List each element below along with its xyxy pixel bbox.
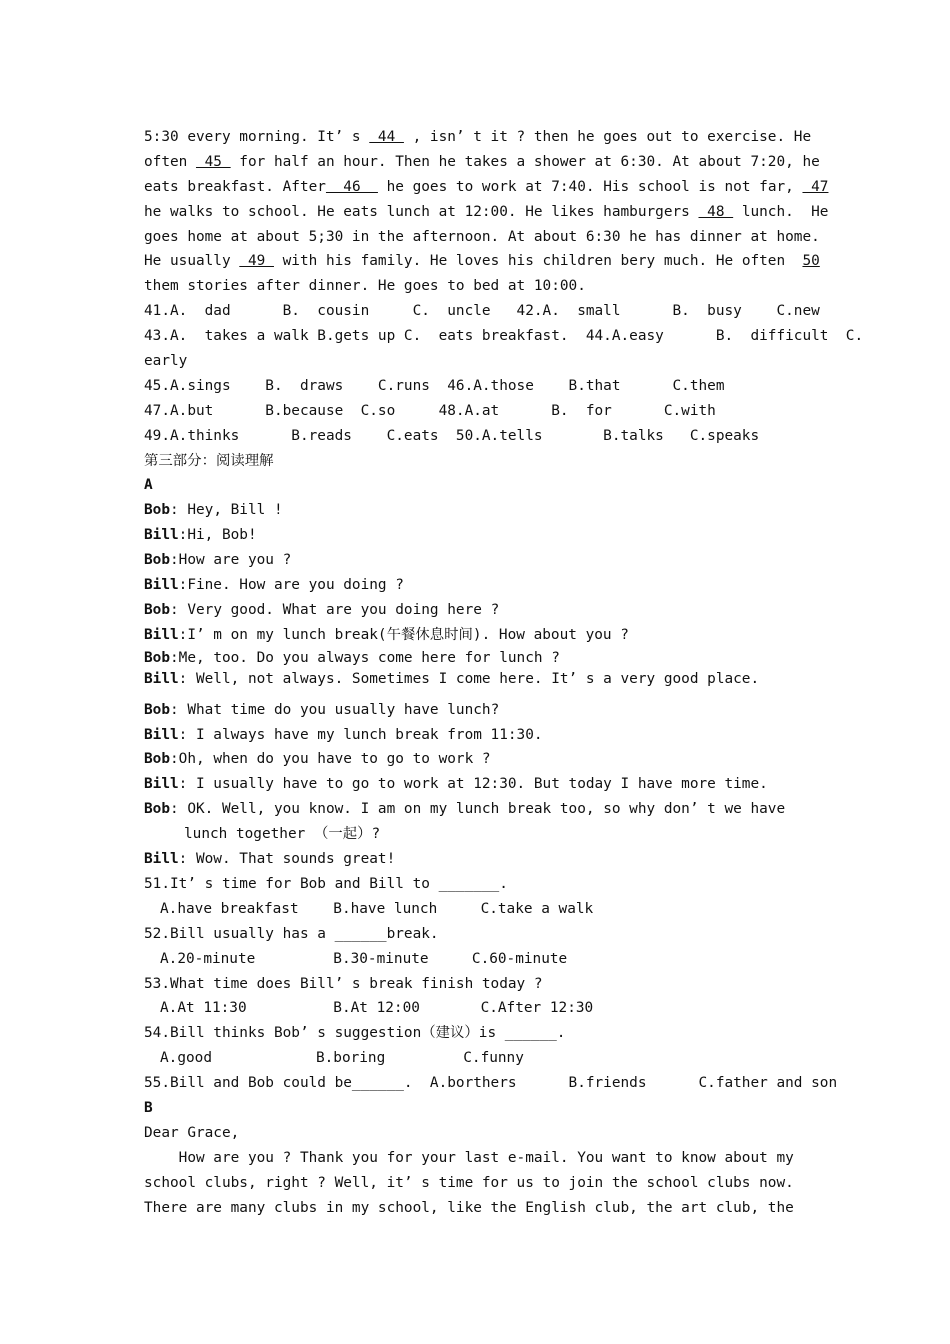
- utterance: : Well, not always. Sometimes I come here. It’ s a very good place.: [178, 670, 760, 687]
- text: lunch. He: [733, 203, 829, 220]
- text: he walks to school. He eats lunch at 12:00. He likes hamburgers: [144, 203, 699, 220]
- question-52-options: A.20-minute B.30-minute C.60-minute: [160, 950, 568, 967]
- dialog-line-continuation: lunch together （一起）?: [184, 826, 381, 843]
- speaker: Bob: [144, 701, 170, 718]
- options-49-50: 49.A.thinks B.reads C.eats 50.A.tells B.talks C.speaks: [144, 427, 760, 444]
- dialog-line: [144, 548, 808, 573]
- speaker: Bob: [144, 649, 170, 666]
- dialog-line: [144, 723, 808, 748]
- speaker: Bill: [144, 577, 179, 594]
- speaker: Bill: [144, 851, 179, 868]
- question-54-options: A.good B.boring C.funny: [160, 1050, 524, 1067]
- blank-50: 50: [802, 253, 820, 270]
- dialog-line: [144, 669, 808, 698]
- dialog-line: [144, 772, 808, 797]
- speaker: Bob: [144, 801, 170, 818]
- dialog-line: [144, 747, 808, 772]
- letter-greeting: Dear Grace,: [144, 1124, 240, 1141]
- part-b-label: B: [144, 1099, 153, 1116]
- blank-49: 49: [239, 253, 274, 270]
- blank-44: 44: [369, 129, 404, 145]
- dialog-line: [144, 847, 808, 872]
- passage-line-3: [144, 175, 829, 200]
- options-47-48: 47.A.but B.because C.so 48.A.at B. for C.with: [144, 402, 716, 419]
- dialog-line: [144, 623, 808, 648]
- speaker: Bob: [144, 502, 170, 519]
- dialog-line: [144, 598, 808, 623]
- text: eats breakfast. After: [144, 178, 326, 195]
- text: , isn’ t it ? then he goes out to exercise. He: [403, 129, 812, 145]
- question-51: 51.It’ s time for Bob and Bill to _______.: [144, 875, 508, 892]
- text: He usually: [144, 253, 240, 270]
- utterance: : Hey, Bill !: [170, 502, 283, 519]
- dialog-line: [144, 797, 808, 822]
- dialog-line: [144, 648, 808, 669]
- blank-45: 45: [195, 153, 231, 170]
- options-41-42: 41.A. dad B. cousin C. uncle 42.A. small B. busy C.new: [144, 303, 820, 320]
- letter-line-2: school clubs, right ? Well, it’ s time for us to join the school clubs now.: [144, 1174, 794, 1191]
- question-55: 55.Bill and Bob could be______. A.borthers B.friends C.father and son: [144, 1075, 838, 1092]
- options-43-44: 43.A. takes a walk B.gets up C. eats breakfast. 44.A.easy B. difficult C.: [144, 328, 864, 345]
- speaker: Bill: [144, 726, 179, 743]
- options-45-46: 45.A.sings B. draws C.runs 46.A.those B.that C.them: [144, 377, 725, 394]
- text: goes home at about 5;30 in the afternoon. At about 6:30 he has dinner at home.: [144, 228, 820, 245]
- passage-line-1: [144, 125, 812, 150]
- letter-line-1: How are you ? Thank you for your last e-mail. You want to know about my: [144, 1149, 794, 1166]
- utterance: : Very good. What are you doing here ?: [170, 601, 500, 618]
- passage-line-4: [144, 200, 829, 225]
- question-53-options: A.At 11:30 B.At 12:00 C.After 12:30: [160, 1000, 594, 1017]
- utterance: : I always have my lunch break from 11:30.: [178, 726, 543, 743]
- passage-line-7: [144, 274, 808, 299]
- part-a-label: A: [144, 477, 153, 494]
- speaker: Bill: [144, 670, 179, 687]
- blank-48: 48: [698, 203, 734, 220]
- utterance: : What time do you usually have lunch?: [170, 701, 500, 718]
- question-53: 53.What time does Bill’ s break finish today ?: [144, 975, 543, 992]
- speaker: Bob: [144, 552, 170, 569]
- question-52: 52.Bill usually has a ______break.: [144, 925, 439, 942]
- passage-line-5: [144, 225, 820, 250]
- dialog-line: [144, 498, 808, 523]
- text: he goes to work at 7:40. His school is not far,: [377, 178, 803, 195]
- utterance: :I’ m on my lunch break(午餐休息时间). How about you ?: [178, 626, 629, 643]
- utterance: : I usually have to go to work at 12:30. But today I have more time.: [178, 776, 768, 793]
- utterance: :Fine. How are you doing ?: [178, 577, 404, 594]
- speaker: Bill: [144, 527, 179, 544]
- text: with his family. He loves his children bery much. He often: [273, 253, 803, 270]
- text: for half an hour. Then he takes a shower at 6:30. At about 7:20, he: [230, 153, 820, 170]
- options-44-cont: early: [144, 353, 188, 370]
- blank-46: 46: [325, 178, 378, 195]
- question-51-options: A.have breakfast B.have lunch C.take a walk: [160, 900, 594, 917]
- speaker: Bill: [144, 626, 179, 643]
- section-title: 第三部分：阅读理解: [144, 452, 274, 469]
- passage-line-2: [144, 150, 820, 175]
- letter-line-3: There are many clubs in my school, like the English club, the art club, the: [144, 1199, 794, 1216]
- utterance: :How are you ?: [170, 552, 292, 569]
- utterance: : OK. Well, you know. I am on my lunch break too, so why don’ t we have: [170, 801, 786, 818]
- utterance: :Me, too. Do you always come here for lunch ?: [170, 649, 560, 666]
- text: them stories after dinner. He goes to bed at 10:00.: [144, 278, 586, 295]
- document-page: [144, 125, 864, 1220]
- dialog-line: [144, 698, 808, 723]
- text: often: [144, 153, 196, 170]
- speaker: Bob: [144, 751, 170, 768]
- utterance: :Hi, Bob!: [178, 527, 257, 544]
- dialog-line: [144, 523, 808, 548]
- utterance: :Oh, when do you have to go to work ?: [170, 751, 491, 768]
- blank-47: 47: [802, 178, 829, 195]
- text: 5:30 every morning. It’ s: [144, 129, 370, 145]
- dialog-line: [144, 573, 808, 598]
- passage-line-6: [144, 249, 820, 274]
- question-54: 54.Bill thinks Bob’ s suggestion（建议）is ______.: [144, 1025, 566, 1042]
- utterance: : Wow. That sounds great!: [178, 851, 396, 868]
- speaker: Bill: [144, 776, 179, 793]
- speaker: Bob: [144, 601, 170, 618]
